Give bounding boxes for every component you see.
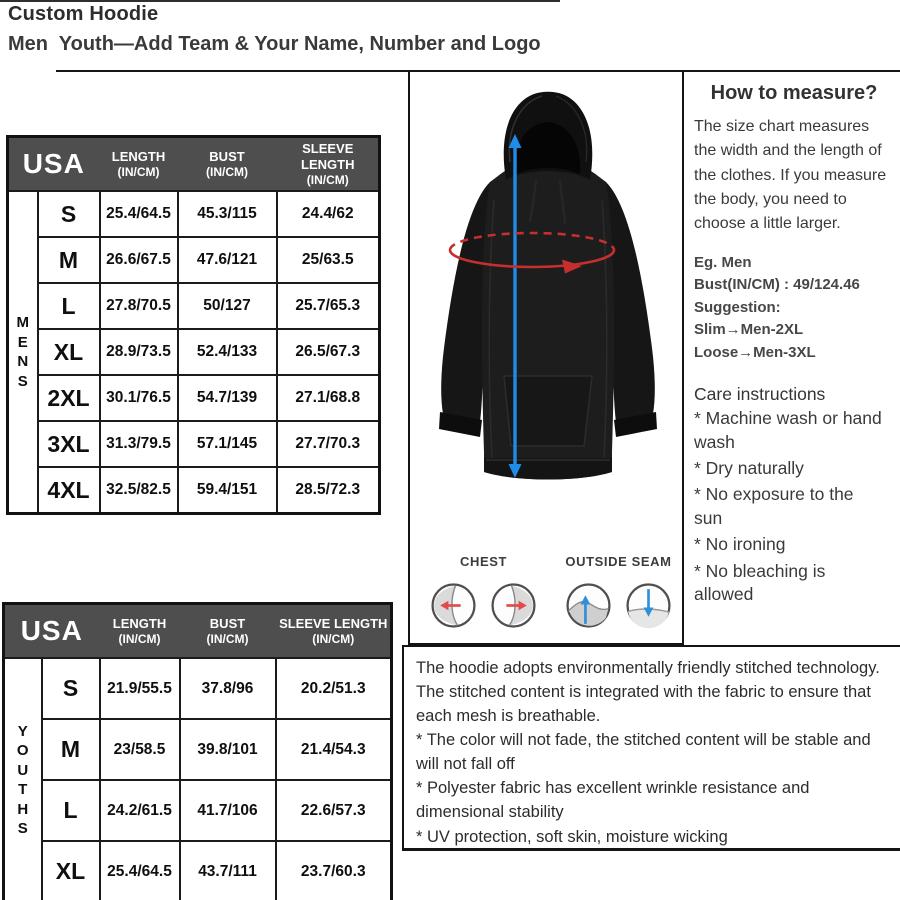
column-unit: (IN/CM) [312,632,355,647]
column-unit: (IN/CM) [306,173,349,188]
how-to-measure-heading: How to measure? [710,82,878,104]
care-item: * Dry naturally [694,457,804,478]
measure-method-icons [410,554,682,629]
sizing-suggestion-line: Slim→Men-2XL [694,321,804,339]
measurement-cell: 39.8/101 [180,719,276,780]
size-cell: M [38,237,100,283]
size-cell: 4XL [38,467,100,514]
how-to-measure-body: The size chart measures the width and the length of the clothes. If you measure the body, you need to choose a little larger. [694,118,887,233]
chest-measure-group [430,554,537,629]
care-item: * Machine wash or hand wash [694,408,882,452]
size-cell: L [42,780,100,841]
top-border-line [0,0,560,2]
circle-arrow-right-icon [490,582,537,629]
product-description-box [402,645,900,851]
circle-arrow-up-icon [565,582,612,629]
measurement-cell: 26.6/67.5 [100,237,178,283]
column-unit: (IN/CM) [206,632,249,647]
hoodie-measure-panel [408,70,684,645]
mens-size-table [6,135,381,515]
measurement-cell: 41.7/106 [180,780,276,841]
measurement-cell: 37.8/96 [180,658,276,719]
care-heading: Care instructions [694,384,826,405]
measurement-cell: 31.3/79.5 [100,421,178,467]
care-item: * No bleaching is allowed [694,560,826,605]
size-row [4,719,392,780]
measurement-cell: 30.1/76.5 [100,375,178,421]
table-header-row [4,604,392,659]
column-header-cell [100,137,178,192]
measurement-cell: 27.1/68.8 [277,375,380,421]
measurement-cell: 21.9/55.5 [100,658,180,719]
size-row [8,375,380,421]
size-cell: M [42,719,100,780]
sizing-suggestion-line: Eg. Men [694,253,752,271]
column-unit: (IN/CM) [118,632,161,647]
measurement-cell: 50/127 [178,283,277,329]
hoodie-illustration [410,80,682,512]
size-row [8,191,380,237]
size-cell: XL [42,841,100,900]
measurement-cell: 43.7/111 [180,841,276,900]
measurement-cell: 25.4/64.5 [100,841,180,900]
outside-seam-measure-group [565,554,672,629]
column-label: LENGTH [111,148,166,164]
size-row [8,237,380,283]
measurement-cell: 24.4/62 [277,191,380,237]
measurement-cell: 57.1/145 [178,421,277,467]
measurement-cell: 24.2/61.5 [100,780,180,841]
measurement-cell: 27.7/70.3 [277,421,380,467]
table-header-row [8,137,380,192]
column-label: BUST [209,148,245,164]
column-label: LENGTH [112,615,167,631]
column-header-cell [276,604,392,659]
size-row [4,841,392,900]
size-row [4,658,392,719]
column-header-cell [178,137,277,192]
size-row [4,780,392,841]
measurement-cell: 28.5/72.3 [277,467,380,514]
measurement-cell: 23/58.5 [100,719,180,780]
description-bullet: * UV protection, soft skin, moisture wicking [416,827,728,846]
column-header-cell [100,604,180,659]
youths-size-table [2,602,393,900]
size-group-label: M E N S [8,191,38,514]
column-header-cell [180,604,276,659]
measurement-cell: 27.8/70.5 [100,283,178,329]
size-row [8,283,380,329]
measurement-cell: 22.6/57.3 [276,780,392,841]
column-unit: (IN/CM) [206,165,248,180]
column-label: BUST [209,615,246,631]
chest-label: CHEST [459,554,508,569]
circle-arrow-down-icon [625,582,672,629]
column-label: SLEEVE LENGTH [301,140,355,172]
size-cell: 3XL [38,421,100,467]
description-bullet: * Polyester fabric has excellent wrinkle resistance and dimensional stability [416,779,810,822]
sizing-suggestion-line: Bust(IN/CM) : 49/124.46 [694,276,860,294]
measurement-cell: 52.4/133 [178,329,277,375]
measurement-cell: 47.6/121 [178,237,277,283]
sizing-suggestion-line: Suggestion: [694,298,781,316]
sizing-example-block [694,252,894,365]
usa-header-cell: USA [4,604,100,659]
column-label: SLEEVE LENGTH [279,615,388,631]
measurement-cell: 26.5/67.3 [277,329,380,375]
size-group-label: Y O U T H S [4,658,42,900]
size-cell: S [38,191,100,237]
sizing-suggestion-line: Loose→Men-3XL [694,343,816,361]
measurement-cell: 25/63.5 [277,237,380,283]
measurement-cell: 59.4/151 [178,467,277,514]
measurement-cell: 54.7/139 [178,375,277,421]
description-intro: The hoodie adopts environmentally friendly stitched technology. The stitched content is integrated with the fabric to ensure that each mesh is breathable. [416,659,880,726]
size-cell: L [38,283,100,329]
column-unit: (IN/CM) [117,165,160,180]
measurement-cell: 21.4/54.3 [276,719,392,780]
size-row [8,329,380,375]
measurement-cell: 32.5/82.5 [100,467,178,514]
size-cell: XL [38,329,100,375]
measurement-cell: 20.2/51.3 [276,658,392,719]
size-cell: S [42,658,100,719]
care-list [694,407,882,607]
measurement-cell: 25.4/64.5 [100,191,178,237]
page-title: Custom Hoodie [8,3,159,25]
care-item: * No ironing [694,534,786,555]
size-row [8,467,380,514]
outside-seam-label: OUTSIDE SEAM [565,554,672,569]
measurement-cell: 45.3/115 [178,191,277,237]
size-cell: 2XL [38,375,100,421]
measurement-cell: 23.7/60.3 [276,841,392,900]
care-item: * No exposure to the sun [694,484,854,528]
size-row [8,421,380,467]
how-to-measure-panel [694,82,894,610]
description-bullet: * The color will not fade, the stitched content will be stable and will not fall off [416,731,871,774]
column-header-cell [277,137,380,192]
description-bullets [416,728,898,848]
circle-arrow-left-icon [430,582,477,629]
measurement-cell: 28.9/73.5 [100,329,178,375]
measurement-cell: 25.7/65.3 [277,283,380,329]
usa-header-cell: USA [8,137,100,192]
page-subtitle: Men Youth—Add Team & Your Name, Number and Logo [8,33,541,55]
